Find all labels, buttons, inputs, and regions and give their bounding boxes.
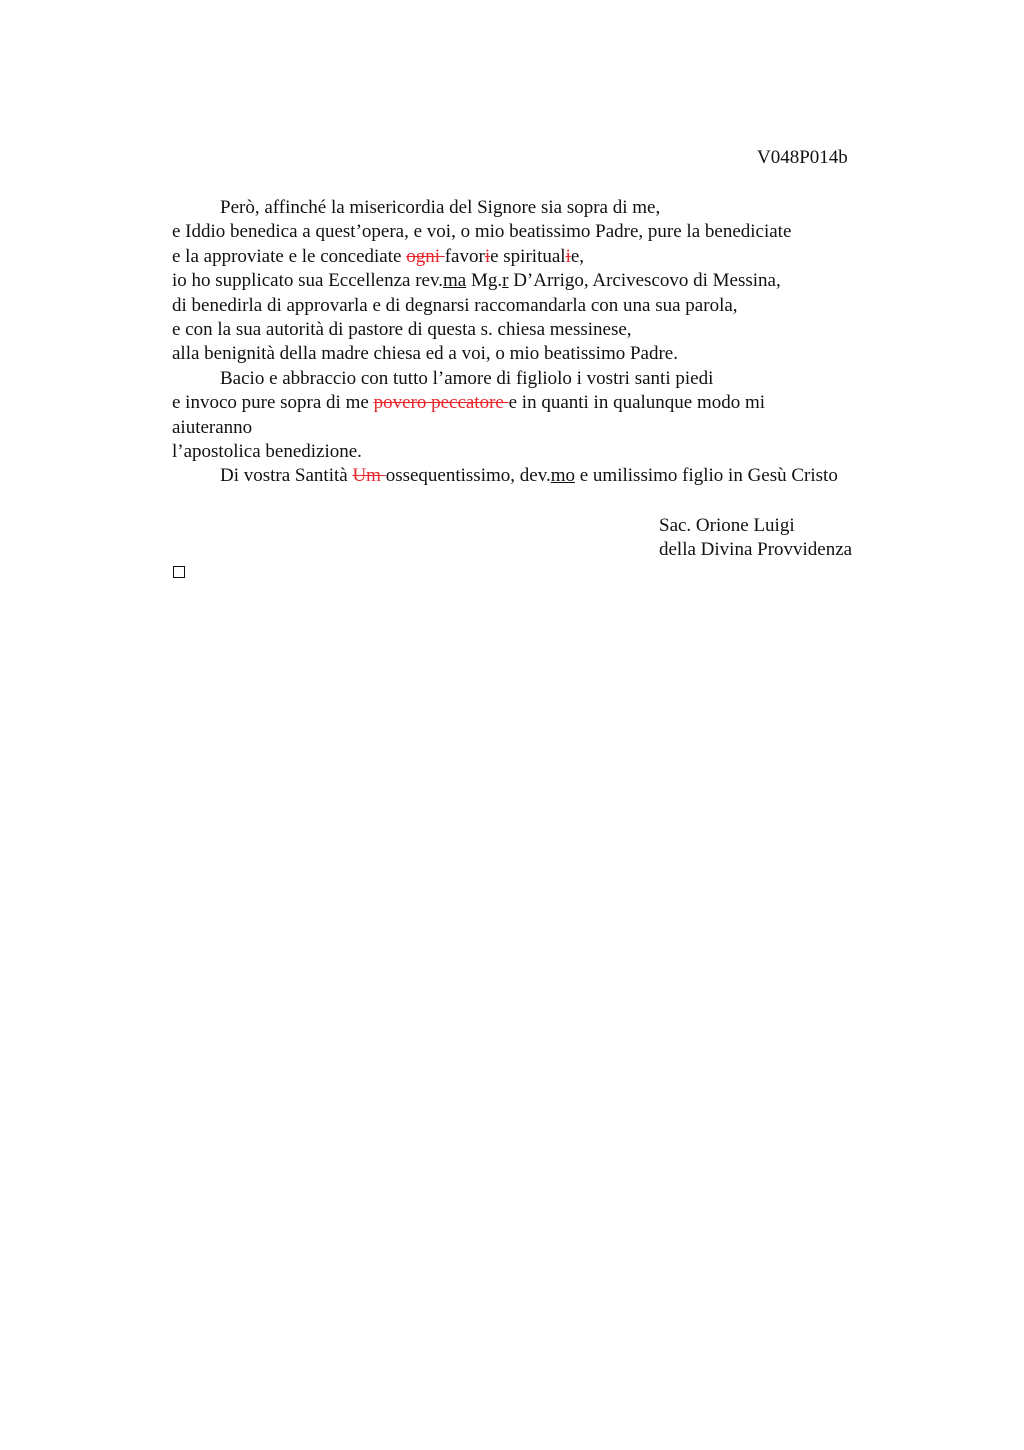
deleted-text: i	[565, 245, 571, 267]
signature-title: della Divina Provvidenza	[659, 539, 853, 561]
text-segment: e la approviate e le concediate	[172, 245, 407, 267]
paragraph-2-line-3: aiuteranno	[172, 416, 253, 438]
paragraph-1-line-2: e Iddio benedica a quest’opera, e voi, o mio beatissimo Padre, pure la benediciate	[172, 221, 792, 243]
paragraph-1-line-6: e con la sua autorità di pastore di questa s. chiesa messinese,	[172, 319, 632, 341]
text-segment: io ho supplicato sua Eccellenza rev.	[172, 270, 443, 292]
paragraph-2-line-1: Bacio e abbraccio con tutto l’amore di figliolo i vostri santi piedi	[220, 367, 714, 389]
signature-block	[659, 514, 852, 563]
paragraph-1-line-3	[172, 245, 912, 269]
paragraph-1-line-1: Però, affinché la misericordia del Signore sia sopra di me,	[220, 197, 661, 218]
paragraph-1-line-7: alla benignità della madre chiesa ed a voi, o mio beatissimo Padre.	[172, 343, 678, 365]
deleted-text: ogni	[406, 245, 445, 267]
text-segment: D’Arrigo, Arcivescovo di Messina,	[508, 270, 781, 292]
deleted-text: Um	[352, 465, 386, 487]
paragraph-3-line-1	[172, 464, 912, 488]
deleted-text: povero peccatore	[373, 392, 509, 414]
document-code: V048P014b	[757, 147, 848, 168]
text-segment: e,	[570, 245, 585, 267]
text-segment: e spiritual	[490, 245, 566, 267]
underlined-text: ma	[443, 270, 467, 292]
text-segment: ossequentissimo, dev.	[385, 465, 551, 487]
letter-body	[172, 196, 912, 489]
paragraph-2-line-4: l’apostolica benedizione.	[172, 441, 362, 463]
signature-name: Sac. Orione Luigi	[659, 515, 795, 536]
underlined-text: mo	[550, 465, 575, 487]
text-segment: e in quanti in qualunque modo mi	[508, 392, 766, 414]
text-segment: e umilissimo figlio in Gesù Cristo	[575, 465, 838, 487]
paragraph-1-line-5: di benedirla di approvarla e di degnarsi raccomandarla con una sua parola,	[172, 294, 738, 316]
text-segment: Di vostra Santità	[220, 465, 353, 487]
text-segment: e invoco pure sopra di me	[172, 392, 374, 414]
checkbox-square-icon	[173, 566, 185, 578]
text-segment: Mg.	[466, 270, 503, 292]
underlined-text: r	[502, 270, 509, 292]
deleted-text: i	[484, 245, 491, 267]
paragraph-2-line-2	[172, 391, 912, 415]
paragraph-1-line-4	[172, 269, 912, 293]
text-segment: favor	[444, 245, 485, 267]
